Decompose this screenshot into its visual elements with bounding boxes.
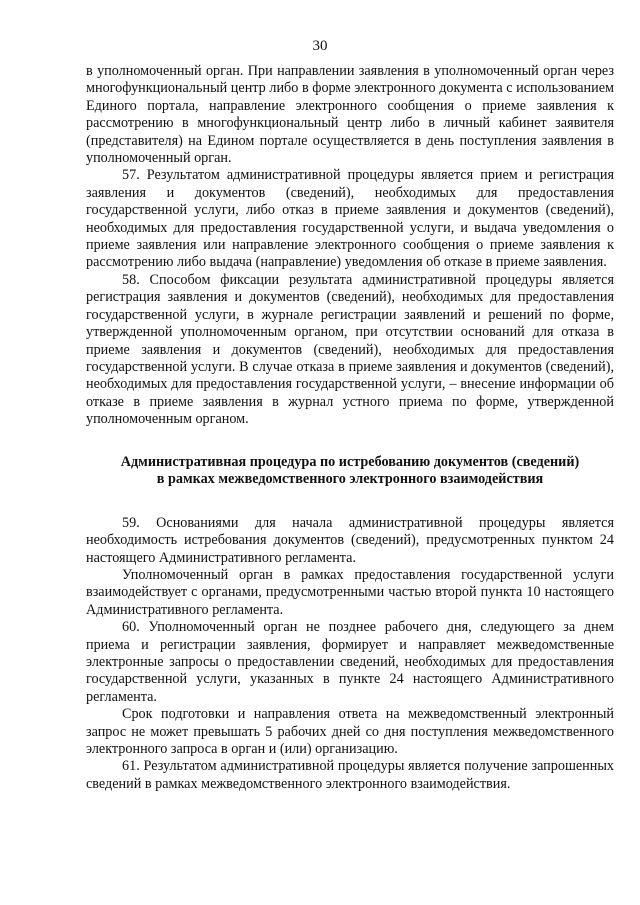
paragraph-58: 58. Способом фиксации результата административной процедуры является регистрация заявления и документов (сведений), необходимых для предоставления государственной услуги, в журнале регистрации заявлений и решений по форме, утвержденной уполномоченным органом, при отсутствии оснований для отказа в приеме заявления и документов (сведений), необходимых для предоставления государственной услуги. В случае отказа в приеме заявления и документов (сведений), необходимых для предоставления государственной услуги, – внесение информации об отказе в приеме заявления в журнал устного приема по форме, утвержденной уполномоченным органом. — [86, 271, 614, 428]
paragraph-59-interaction: Уполномоченный орган в рамках предоставления государственной услуги взаимодействует с органами, предусмотренными частью второй пункта 10 настоящего Административного регламента. — [86, 566, 614, 618]
paragraph-59: 59. Основаниями для начала административной процедуры является необходимость истребования документов (сведений), предусмотренных пунктом 24 настоящего Административного регламента. — [86, 514, 614, 566]
section-heading — [86, 454, 614, 489]
section-heading-line-1: Административная процедура по истребованию документов (сведений) — [120, 453, 580, 470]
paragraph-60: 60. Уполномоченный орган не позднее рабочего дня, следующего за днем приема и регистрации заявления, формирует и направляет межведомственные электронные запросы о предоставлении сведений, необходимых для предоставления государственной услуги, указанных в пункте 24 настоящего Административного регламента. — [86, 619, 614, 705]
paragraph-61: 61. Результатом административной процедуры является получение запрошенных сведений в рамках межведомственного электронного взаимодействия. — [86, 758, 614, 792]
paragraph-57: 57. Результатом административной процедуры является прием и регистрация заявления и документов (сведений), необходимых для предоставления государственной услуги, либо отказ в приеме заявления и документов (сведений), необходимых для предоставления государственной услуги, и выдача уведомления о приеме заявления или направление электронного сообщения о приеме заявления к рассмотрению либо выдача (направление) уведомления об отказе в приеме заявления. — [86, 167, 614, 271]
paragraph-60-deadline: Срок подготовки и направления ответа на межведомственный электронный запрос не может превышать 5 рабочих дней со дня поступления межведомственного электронного запроса в орган и (или) организацию. — [86, 706, 614, 757]
section-heading-line-2: в рамках межведомственного электронного взаимодействия — [156, 471, 544, 488]
page-number: 30 — [312, 38, 328, 54]
paragraph-continuation: в уполномоченный орган. При направлении заявления в уполномоченный орган через многофункциональный центр либо в форме электронного документа с использованием Единого портала, направление электронного сообщения о приеме заявления к рассмотрению в многофункциональный центр либо в личный кабинет заявителя (представителя) на Едином портале осуществляется в день поступления заявления в уполномоченный орган. — [86, 63, 614, 167]
document-body — [86, 63, 614, 793]
